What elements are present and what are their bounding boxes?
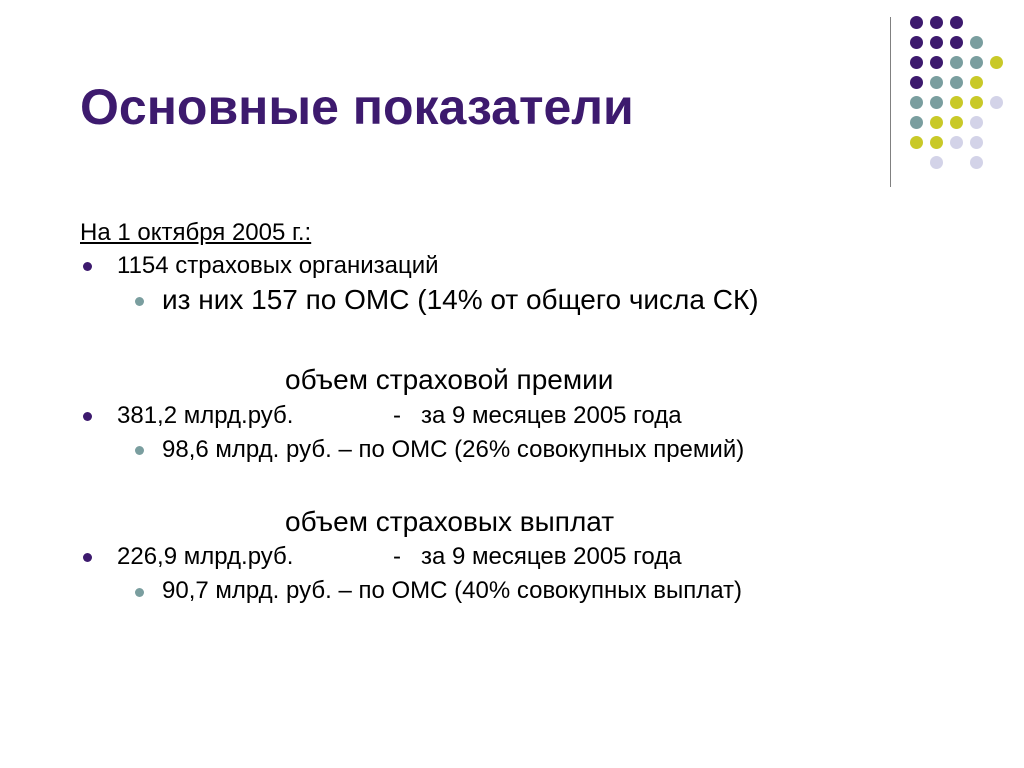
decorative-divider — [890, 17, 891, 187]
decorative-dot — [930, 36, 943, 49]
companies-count: 1154 страховых организаций — [117, 252, 439, 279]
decorative-dot — [930, 116, 943, 129]
premium-dash: - — [393, 402, 401, 429]
bullet-dot — [83, 553, 92, 562]
decorative-dot — [970, 136, 983, 149]
slide-title: Основные показатели — [80, 79, 634, 135]
decorative-dot — [950, 76, 963, 89]
premium-value: 381,2 млрд.руб. — [117, 402, 294, 429]
bullet-dot — [83, 412, 92, 421]
payouts-period: за 9 месяцев 2005 года — [421, 543, 682, 570]
decorative-dot — [930, 156, 943, 169]
decorative-dot — [930, 96, 943, 109]
companies-oms-note: из них 157 по ОМС (14% от общего числа СК) — [162, 284, 759, 315]
premium-oms-note: 98,6 млрд. руб. – по ОМС (26% совокупных премий) — [162, 436, 745, 463]
payouts-heading: объем страховых выплат — [285, 506, 615, 537]
decorative-dot — [930, 56, 943, 69]
decorative-dot — [970, 56, 983, 69]
decorative-dot — [950, 136, 963, 149]
decorative-dot — [950, 16, 963, 29]
decorative-dot — [970, 96, 983, 109]
decorative-dot — [950, 56, 963, 69]
premium-heading: объем страховой премии — [285, 364, 614, 395]
decorative-dot — [950, 116, 963, 129]
payouts-value: 226,9 млрд.руб. — [117, 543, 294, 570]
decorative-dot — [930, 76, 943, 89]
decorative-dot — [910, 56, 923, 69]
decorative-dot — [990, 96, 1003, 109]
decorative-dot — [990, 56, 1003, 69]
decorative-dot — [930, 136, 943, 149]
bullet-dot — [83, 262, 92, 271]
decorative-dot — [930, 16, 943, 29]
decorative-dot — [910, 76, 923, 89]
bullet-dot — [135, 446, 144, 455]
payouts-dash: - — [393, 543, 401, 570]
decorative-dot — [950, 36, 963, 49]
decorative-dot — [970, 76, 983, 89]
decorative-dot — [910, 96, 923, 109]
premium-period: за 9 месяцев 2005 года — [421, 402, 682, 429]
decorative-dot — [910, 16, 923, 29]
bullet-dot — [135, 297, 144, 306]
bullet-dot — [135, 588, 144, 597]
decorative-dot — [970, 116, 983, 129]
decorative-dot — [910, 136, 923, 149]
decorative-dot — [950, 96, 963, 109]
payouts-oms-note: 90,7 млрд. руб. – по ОМС (40% совокупных выплат) — [162, 577, 743, 604]
decorative-dot — [970, 36, 983, 49]
decorative-dot — [910, 36, 923, 49]
date-heading: На 1 октября 2005 г.: — [80, 219, 312, 246]
decorative-dot — [970, 156, 983, 169]
decorative-dot — [910, 116, 923, 129]
